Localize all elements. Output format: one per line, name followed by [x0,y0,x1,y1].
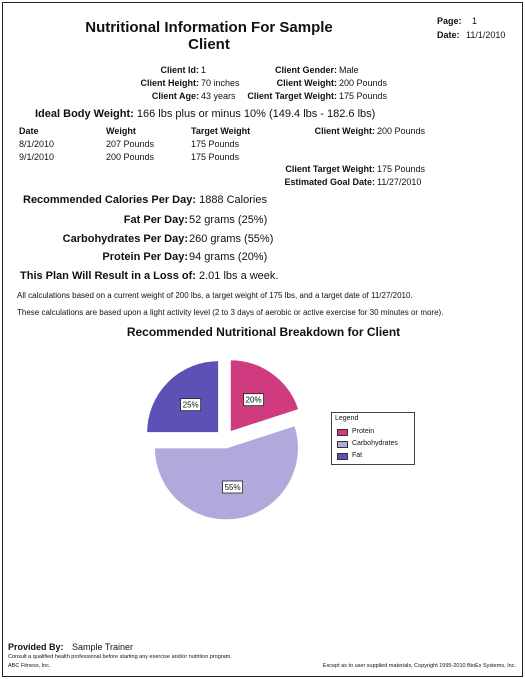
legend-swatch-protein [337,429,348,436]
client-age-value: 43 years [201,91,236,101]
pie-label-fat [181,399,201,411]
legend-title: Legend [335,415,359,422]
legend-label-carbohydrates: Carbohydrates [352,440,398,447]
client-age-label: Client Age: [151,91,199,101]
history-target-weight-label: Client Target Weight: [285,164,375,174]
fat-label: Fat Per Day: [123,214,188,226]
history-current-weight-value: 200 Pounds [377,126,426,136]
weekly-loss-value: 2.01 lbs a week. [198,270,279,282]
company-name: ABC Fitness, Inc. [8,663,51,669]
client-height-value: 70 inches [201,78,240,88]
client-id-value: 1 [201,65,207,75]
svg-text:25%: 25% [182,400,199,410]
copyright-notice: Except as to user supplied materials, Copyright 1995-2010 BioEx Systems, Inc. [322,663,516,669]
carb-label: Carbohydrates Per Day: [62,233,188,245]
ideal-body-weight-label: Ideal Body Weight: [35,108,134,120]
fat-value: 52 grams (25%) [189,214,268,226]
pie-slice-protein [230,360,298,432]
provided-by-label: Provided By: [8,642,64,652]
carb-value: 260 grams (55%) [189,233,274,245]
goal-date-value: 11/27/2010 [377,177,422,187]
pie-slice-carbohydrates [154,426,298,520]
calories-label: Recommended Calories Per Day: [23,194,197,206]
client-gender-value: Male [339,65,359,75]
calories-value: 1888 Calories [199,194,267,206]
history-current-weight-label: Client Weight: [314,126,375,136]
client-target-weight-label: Client Target Weight: [247,91,337,101]
ideal-body-weight-value: 166 lbs plus or minus 10% (149.4 lbs - 182.6 lbs) [136,108,376,120]
legend-label-protein: Protein [352,428,375,435]
legend-swatch-fat [337,453,348,460]
activity-note: These calculations are based upon a light activity level (2 to 3 days of aerobic or active exercise for 30 minutes or more). [17,308,444,317]
consult-disclaimer: Consult a qualified health professional before starting any exercise and/or nutrition program. [8,654,232,660]
svg-text:55%: 55% [224,483,241,493]
page-value: 1 [472,16,478,26]
calculation-note: All calculations based on a current weight of 200 lbs, a target weight of 175 lbs, and a target date of 11/27/2010. [17,291,413,300]
page-label: Page: [437,16,462,26]
legend-label-fat: Fat [352,452,363,459]
client-height-label: Client Height: [140,78,199,88]
pie-label-carbohydrates [223,481,243,493]
history-target-weight-value: 175 Pounds [377,164,426,174]
weekly-loss-label: This Plan Will Result in a Loss of: [20,270,196,282]
report-title-line2: Client [188,36,230,53]
table-row-target: 175 Pounds [191,139,240,149]
table-row-weight: 207 Pounds [106,139,155,149]
provided-by [8,642,133,652]
protein-label: Protein Per Day: [102,251,188,263]
chart-title: Recommended Nutritional Breakdown for Client [126,325,401,339]
pie-label-protein [244,394,264,406]
goal-date-label: Estimated Goal Date: [284,177,375,187]
table-row-date: 8/1/2010 [19,139,55,149]
chart-legend [331,412,415,465]
svg-text:20%: 20% [245,395,262,405]
nutrition-pie-chart [3,3,524,678]
table-row-weight: 200 Pounds [106,152,155,162]
provided-by-value: Sample Trainer [72,642,134,652]
client-target-weight-value: 175 Pounds [339,91,388,101]
history-header-weight: Weight [106,126,136,136]
table-row-target: 175 Pounds [191,152,240,162]
history-header-target: Target Weight [191,126,251,136]
table-row-date: 9/1/2010 [19,152,55,162]
history-header-date: Date [19,126,39,136]
client-weight-value: 200 Pounds [339,78,388,88]
pie-slice-fat [147,361,219,433]
client-gender-label: Client Gender: [274,65,337,75]
client-id-label: Client Id: [160,65,199,75]
date-label: Date: [437,30,460,40]
date-value: 11/1/2010 [466,30,506,40]
protein-value: 94 grams (20%) [189,251,268,263]
client-weight-label: Client Weight: [276,78,337,88]
report-title-line1: Nutritional Information For Sample [85,19,333,36]
document-page [2,2,523,677]
legend-swatch-carbohydrates [337,441,348,448]
